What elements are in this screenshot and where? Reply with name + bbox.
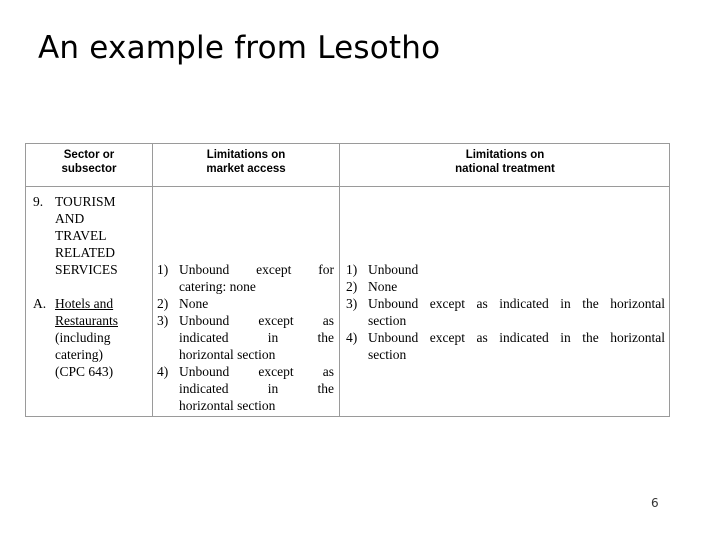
national-treatment-item: 3) Unbound except as indicated in the horizontal section [346, 296, 665, 328]
header-national-treatment: Limitations on national treatment [455, 149, 555, 175]
header-sector: Sector or subsector [61, 149, 117, 175]
national-treatment-item: 1) Unbound [346, 262, 419, 277]
national-treatment-item: 2) None [346, 279, 398, 294]
subsector-entry: A. Hotels and Restaurants (including catering) (CPC 643) [33, 296, 118, 379]
header-market-access: Limitations on market access [206, 149, 286, 175]
national-treatment-cell [346, 261, 665, 363]
column-divider [339, 144, 340, 416]
sector-heading: 9. TOURISM AND TRAVEL RELATED SERVICES [33, 194, 118, 277]
market-access-cell [157, 261, 334, 414]
page-number: 6 [651, 496, 659, 510]
market-access-item: 4) Unbound except as indicated in the horizontal section [157, 364, 334, 413]
header-divider [26, 186, 669, 187]
sector-cell [33, 193, 148, 380]
schedule-table [25, 143, 670, 417]
market-access-item: 1) Unbound except for catering: none [157, 262, 334, 294]
national-treatment-item: 4) Unbound except as indicated in the horizontal section [346, 330, 665, 362]
market-access-item: 2) None [157, 296, 209, 311]
market-access-item: 3) Unbound except as indicated in the horizontal section [157, 313, 334, 362]
slide-title: An example from Lesotho [38, 30, 441, 66]
column-divider [152, 144, 153, 416]
